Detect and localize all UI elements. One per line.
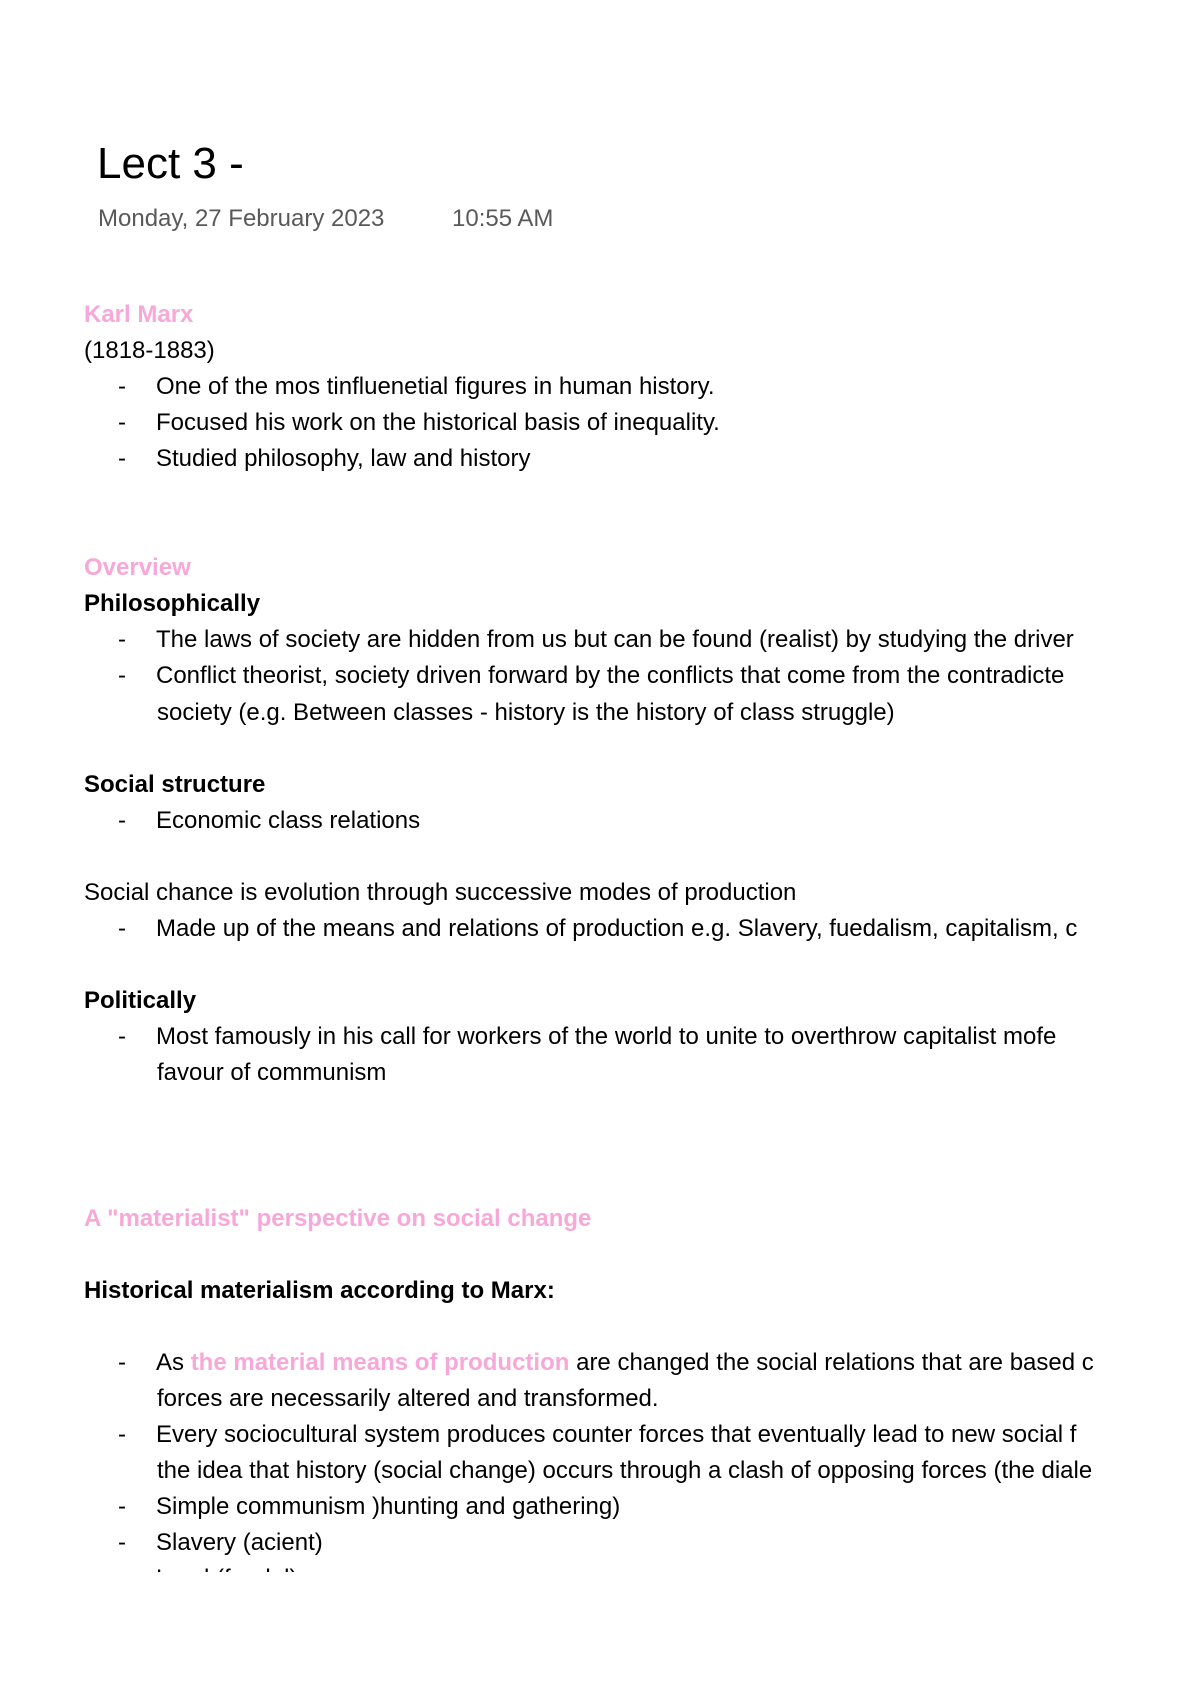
bullet-dash: - [118, 1493, 126, 1520]
list-item-text: Slavery (acient) [156, 1529, 323, 1556]
section-heading-overview: Overview [84, 554, 191, 581]
section-heading-materialist: A "materialist" perspective on social change [84, 1205, 592, 1232]
subheading-politically: Politically [84, 987, 197, 1014]
list-item-text: Every sociocultural system produces counter forces that eventually lead to new social f [156, 1421, 1077, 1448]
bullet-dash: - [118, 915, 126, 942]
bullet-dash: - [118, 1349, 126, 1376]
highlight-material-means: the material means of production [190, 1349, 570, 1376]
bullet-dash: - [118, 626, 126, 653]
list-item-text: Focused his work on the historical basis of inequality. [156, 409, 720, 436]
subheading-historical-materialism: Historical materialism according to Marx: [84, 1277, 555, 1304]
bullet-dash: - [118, 662, 126, 689]
list-item-text: Simple communism )hunting and gathering) [156, 1493, 621, 1520]
page-title: Lect 3 - [97, 139, 244, 188]
page-clip-mask [0, 1572, 1200, 1698]
list-item-text: Most famously in his call for workers of the world to unite to overthrow capitalist mofe [156, 1023, 1057, 1050]
list-item-text: Economic class relations [156, 807, 421, 834]
bullet-dash: - [118, 409, 126, 436]
list-item-text: Studied philosophy, law and history [156, 445, 531, 472]
list-item-text: Made up of the means and relations of production e.g. Slavery, fuedalism, capitalism, c [156, 915, 1078, 942]
list-item-text-post: are changed the social relations that are based c [569, 1349, 1094, 1376]
section-heading-karl-marx: Karl Marx [84, 301, 194, 328]
page-date: Monday, 27 February 2023 [98, 205, 385, 232]
karl-marx-years: (1818-1883) [84, 337, 215, 364]
bullet-dash: - [118, 1421, 126, 1448]
list-item-text: The laws of society are hidden from us but can be found (realist) by studying the driver [156, 626, 1074, 653]
list-item-continuation: the idea that history (social change) occurs through a clash of opposing forces (the diale [157, 1457, 1093, 1484]
list-item-continuation: favour of communism [157, 1059, 387, 1086]
list-item-continuation: forces are necessarily altered and transformed. [157, 1385, 659, 1412]
bullet-dash: - [118, 807, 126, 834]
subheading-social-structure: Social structure [84, 771, 266, 798]
bullet-dash: - [118, 373, 126, 400]
page-time: 10:55 AM [452, 205, 554, 232]
list-item-text: Conflict theorist, society driven forward by the conflicts that come from the contradicte [156, 662, 1065, 689]
social-change-text: Social chance is evolution through successive modes of production [84, 879, 797, 906]
list-item-text-pre: As [156, 1349, 191, 1376]
bullet-dash: - [118, 1529, 126, 1556]
subheading-philosophically: Philosophically [84, 590, 261, 617]
bullet-dash: - [118, 1023, 126, 1050]
list-item-text: One of the mos tinfluenetial figures in human history. [156, 373, 715, 400]
list-item-text [156, 1347, 1094, 1379]
bullet-dash: - [118, 445, 126, 472]
list-item-continuation: society (e.g. Between classes - history is the history of class struggle) [157, 699, 895, 726]
